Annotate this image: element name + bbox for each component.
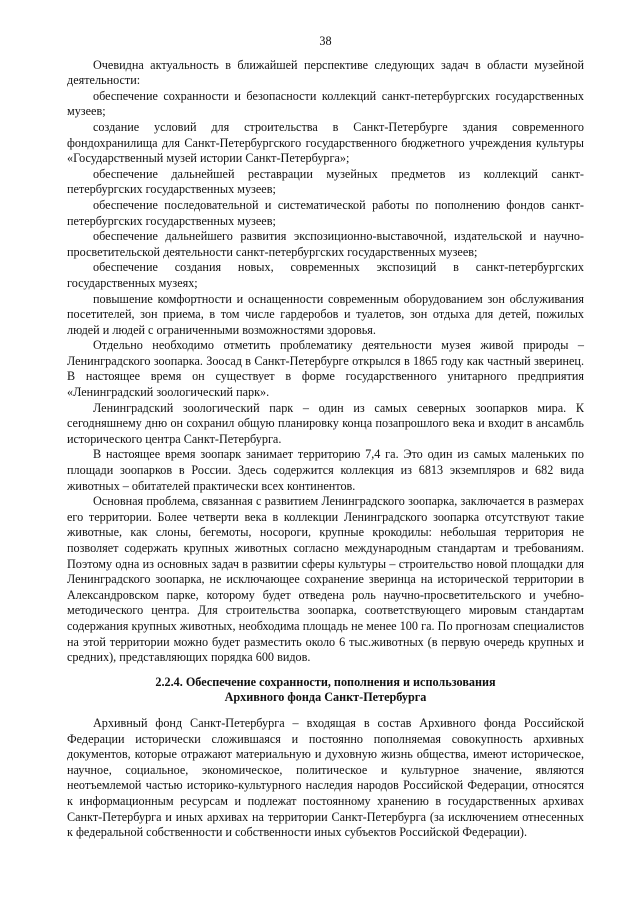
paragraph: В настоящее время зоопарк занимает территорию 7,4 га. Это один из самых маленьких по площади зоопарков в России. Здесь содержится коллекция из 6813 экземпляров и 682 вида животных – обитателей практически всех континентов.	[67, 447, 584, 493]
paragraph: Отдельно необходимо отметить проблематику деятельности музея живой природы – Ленинградского зоопарка. Зоосад в Санкт-Петербурге открылся в 1865 году как частный зверинец. В настоящее время он существует в форме государственного унитарного предприятия «Ленинградский зоологический парк».	[67, 338, 584, 400]
body-text-after	[67, 716, 584, 841]
body-text-before	[67, 58, 584, 666]
section-heading-line2: Архивного фонда Санкт-Петербурга	[224, 690, 427, 705]
document-page	[67, 34, 584, 841]
paragraph: повышение комфортности и оснащенности современным оборудованием зон обслуживания посетителей, зон приема, в том числе гардеробов и туалетов, зон отдыха для детей, пожилых людей и людей с ограниченными возможностями здоровья.	[67, 291, 584, 337]
paragraph: обеспечение создания новых, современных экспозиций в санкт-петербургских государственных музеях;	[67, 260, 584, 290]
paragraph: обеспечение сохранности и безопасности коллекций санкт-петербургских государственных музеев;	[67, 88, 584, 119]
section-heading-line1: 2.2.4. Обеспечение сохранности, пополнения и использования	[155, 674, 496, 689]
paragraph: обеспечение дальнейшего развития экспозиционно-выставочной, издательской и научно-просветительской деятельности санкт-петербургских государственных музеев;	[67, 229, 584, 259]
paragraph: обеспечение дальнейшей реставрации музейных предметов из коллекций санкт-петербургских государственных музеев;	[67, 166, 584, 197]
paragraph: Основная проблема, связанная с развитием Ленинградского зоопарка, заключается в размерах его территории. Более четверти века в коллекции Ленинградского зоопарка отсутствуют такие животные, как слоны, бегемоты, носороги, крупные крокодилы: небольшая территория не позволяет содержать крупных животных согласно международным стандартам и требованиям. Поэтому одна из основных задач в развитии сферы культуры – строительство новой площадки для Ленинградского зоопарка, не исключающее сохранение зверинца на исторической территории в Александровском парке, которому будет отведена роль научно-просветительского и учебно-методического центра. Для строительства зоопарка, соответствующего мировым стандартам содержания крупных животных, необходима площадь не менее 100 га. По прогнозам специалистов на этой территории можно будет разместить около 6 тыс.животных (в первую очередь крупных и средних), представляющих порядка 600 видов.	[67, 494, 584, 665]
section-heading	[67, 675, 584, 706]
paragraph: Ленинградский зоологический парк – один из самых северных зоопарков мира. К сегодняшнему дню он сохранил общую планировку конца позапрошлого века и входит в ансамбль исторического центра Санкт-Петербурга.	[67, 400, 584, 446]
paragraph: Очевидна актуальность в ближайшей перспективе следующих задач в области музейной деятельности:	[67, 57, 584, 88]
paragraph: Архивный фонд Санкт-Петербурга – входящая в состав Архивного фонда Российской Федерации исторически сложившаяся и постоянно пополняемая совокупность архивных документов, которые отражают материальную и духовную жизнь общества, имеют историческое, научное, социальное, экономическое, политическое и культурное значение, являются неотъемлемой частью историко-культурного наследия народов Российской Федерации, относятся к информационным ресурсам и подлежат постоянному хранению в государственных архивах Санкт-Петербурга и иных архивах на территории Санкт-Петербурга (за исключением отнесенных к федеральной собственности и собственности иных субъектов Российской Федерации).	[67, 715, 584, 840]
paragraph: обеспечение последовательной и систематической работы по пополнению фондов санкт-петербургских государственных музеев;	[67, 197, 584, 228]
paragraph: создание условий для строительства в Санкт-Петербурге здания современного фондохранилища для Санкт-Петербургского государственного бюджетного учреждения культуры «Государственный музей истории Санкт-Петербурга»;	[67, 119, 584, 166]
page-number: 38	[319, 34, 332, 48]
